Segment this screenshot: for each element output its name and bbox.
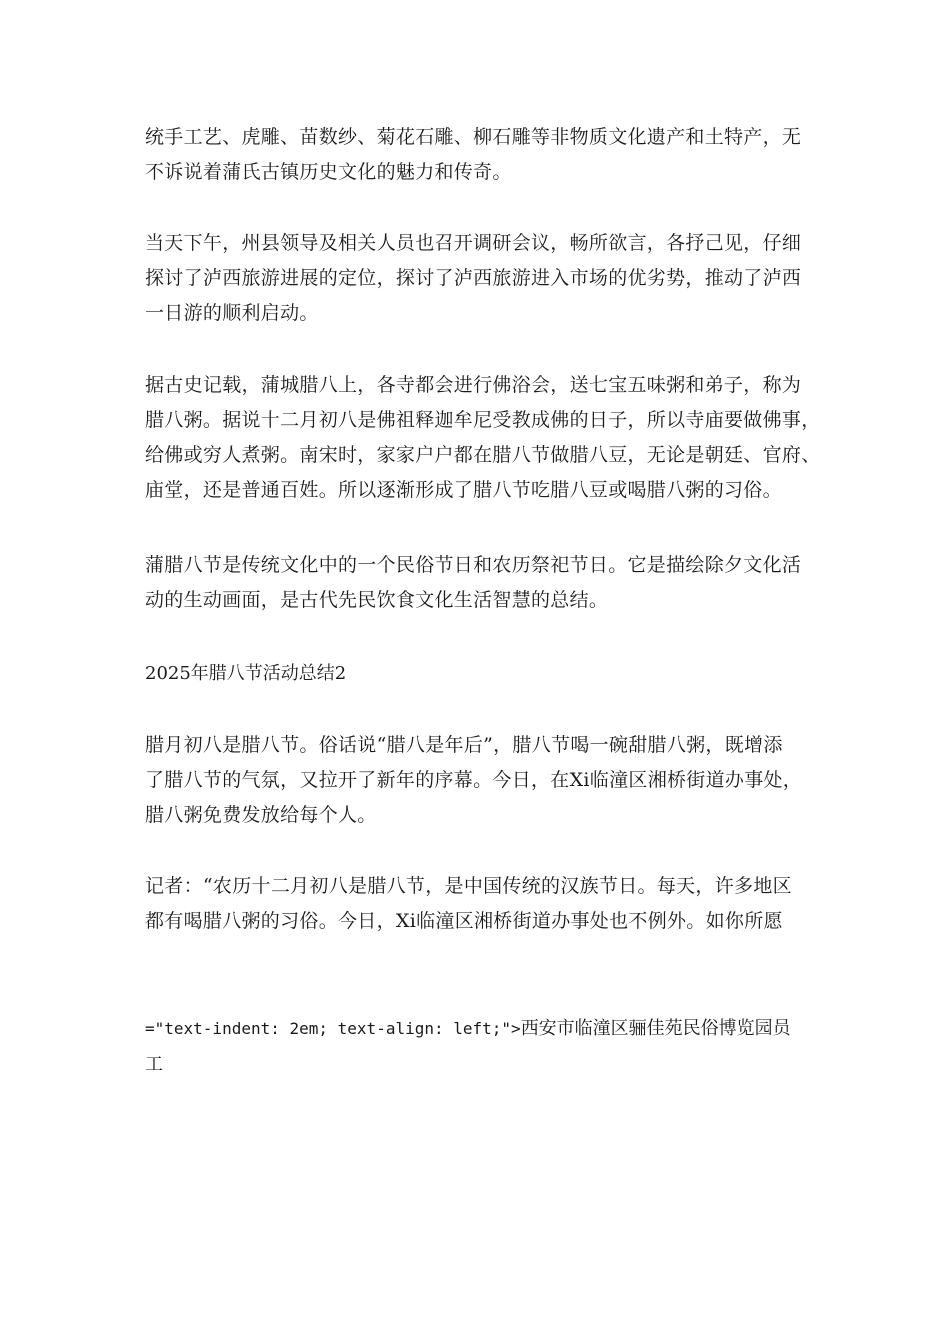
paragraph-line: 庙堂，还是普通百姓。所以逐渐形成了腊八节吃腊八豆或喝腊八粥的习俗。 [145,479,782,501]
paragraph-5 [145,728,817,833]
paragraph-line: 统手工艺、虎雕、苗数纱、菊花石雕、柳石雕等非物质文化遗产和土特产，无 [145,126,802,148]
paragraph-1 [145,120,817,190]
section-heading: 2025年腊八节活动总结2 [145,663,347,684]
stray-text-fragment: 西安市临潼区骊佳苑民俗博览园员 [520,1018,791,1039]
paragraph-line: 腊八粥。据说十二月初八是佛祖释迦牟尼受教成佛的日子，所以寺庙要做佛事， [145,409,821,431]
paragraph-line: 当天下午，州县领导及相关人员也召开调研会议，畅所欲言，各抒己见，仔细 [145,232,802,254]
paragraph-4 [145,548,817,618]
stray-text-line: 工 [145,1054,163,1075]
paragraph-line: 都有喝腊八粥的习俗。今日，Xi临潼区湘桥街道办事处也不例外。如你所愿 [145,910,783,932]
stray-markup-line [145,1011,825,1046]
paragraph-line: 腊月初八是腊八节。俗话说“腊八是年后”，腊八节喝一碗甜腊八粥，既增添 [145,734,783,756]
paragraph-line: 不诉说着蒲氏古镇历史文化的魅力和传奇。 [145,161,512,183]
paragraph-line: 一日游的顺利启动。 [145,302,319,324]
paragraph-line: 了腊八节的气氛，又拉开了新年的序幕。今日，在Xi临潼区湘桥街道办事处， [145,769,803,791]
paragraph-6 [145,869,817,939]
paragraph-line: 探讨了泸西旅游进展的定位，探讨了泸西旅游进入市场的优劣势，推动了泸西 [145,267,802,289]
paragraph-line: 腊八粥免费发放给每个人。 [145,804,377,826]
paragraph-3 [145,368,821,508]
paragraph-line: 据古史记载，蒲城腊八上，各寺都会进行佛浴会，送七宝五味粥和弟子，称为 [145,374,802,396]
paragraph-2 [145,226,817,331]
paragraph-line: 记者：“农历十二月初八是腊八节，是中国传统的汉族节日。每天，许多地区 [145,875,792,897]
paragraph-line: 蒲腊八节是传统文化中的一个民俗节日和农历祭祀节日。它是描绘除夕文化活 [145,554,802,576]
stray-markup-fragment: ="text-indent: 2em; text-align: left;"> [145,1019,521,1038]
paragraph-line: 动的生动画面，是古代先民饮食文化生活智慧的总结。 [145,589,609,611]
paragraph-line: 给佛或穷人煮粥。南宋时，家家户户都在腊八节做腊八豆，无论是朝廷、官府、 [145,444,821,466]
